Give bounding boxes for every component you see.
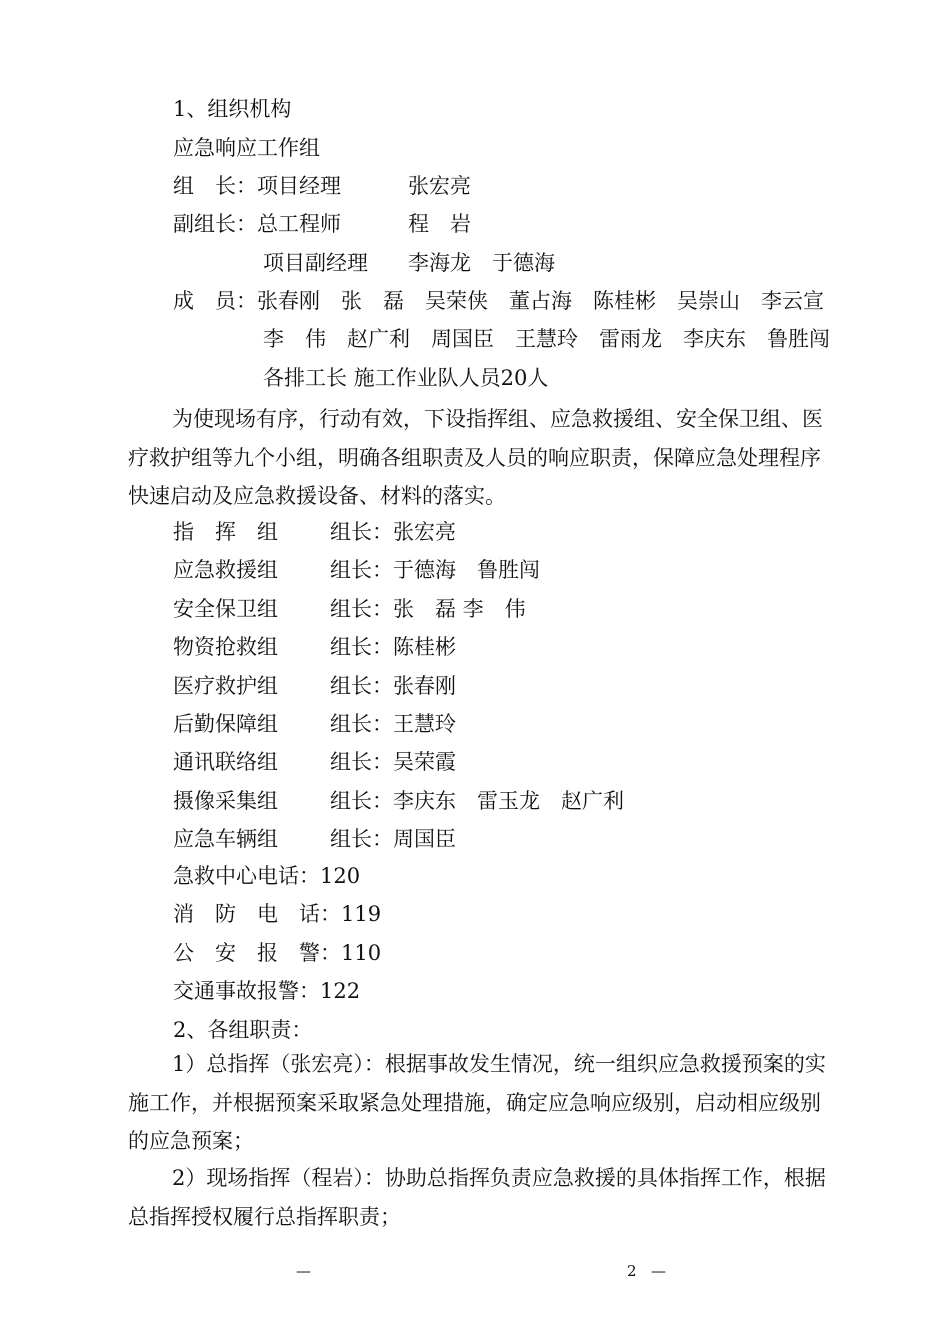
group-name: 通讯联络组 [173,750,278,775]
group-name: 应急救援组 [173,558,278,583]
duty-item-1 [128,1045,831,1161]
leader-role: 项目经理 [257,174,341,198]
leader-name: 张宏亮 [408,174,471,198]
group-name: 应急车辆组 [173,827,278,852]
group-leader: 组长：李庆东 雷玉龙 赵广利 [330,788,624,813]
group-leader: 组长：张宏亮 [330,520,456,544]
intro-paragraph [128,400,831,516]
deputy-row-1 [173,212,471,236]
duty-item-2-text: 2）现场指挥（程岩）：协助总指挥负责应急救援的具体指挥工作，根据总指挥授权履行总指挥职责； [128,1166,826,1229]
members-line-1: 张春刚 张 磊 吴荣侠 董占海 陈桂彬 吴崇山 李云宣 [257,289,824,313]
phone-label: 急救中心电话： [173,864,320,888]
group-title: 应急响应工作组 [173,136,320,160]
group-name: 物资抢救组 [173,635,278,660]
deputy-role-1: 总工程师 [257,212,341,236]
intro-paragraph-text: 为使现场有序，行动有效，下设指挥组、应急救援组、安全保卫组、医疗救护组等九个小组，明确各组职责及人员的响应职责，保障应急处理程序快速启动及应急救援设备、材料的落实。 [128,407,823,508]
phone-row [173,979,360,1003]
group-row [173,712,456,736]
group-leader: 组长：周国臣 [330,827,456,852]
phone-number: 120 [320,864,361,888]
duty-item-1-text: 1）总指挥（张宏亮）：根据事故发生情况，统一组织应急救援预案的实施工作，并根据预案采取紧急处理措施，确定应急响应级别，启动相应级别的应急预案； [128,1052,826,1153]
deputy-label: 副组长： [173,212,257,236]
group-leader: 组长：吴荣霞 [330,750,456,775]
footer-right-dash: — [651,1262,666,1280]
phone-label: 消 防 电 话： [173,902,341,927]
duty-item-2 [128,1159,831,1236]
group-leader: 组长：张 磊 李 伟 [330,596,526,621]
deputy-name-1: 程 岩 [408,212,471,236]
phone-number: 122 [320,979,361,1004]
footer-left-dash: — [296,1262,311,1280]
members-line-3: 各排工长 施工作业队人员20人 [263,366,549,390]
group-name: 摄像采集组 [173,788,278,813]
deputy-name-2: 李海龙 于德海 [408,251,555,275]
deputy-row-2 [263,251,555,275]
section-heading-org: 1、组织机构 [173,97,292,121]
members-label: 成 员： [173,289,257,313]
phone-label: 交通事故报警： [173,979,320,1004]
group-leader: 组长：王慧玲 [330,712,456,736]
group-name: 安全保卫组 [173,596,278,621]
members-line-2: 李 伟 赵广利 周国臣 王慧玲 雷雨龙 李庆东 鲁胜闯 [263,327,830,351]
members-row-1 [173,289,824,313]
page-number: 2 [627,1262,637,1280]
phone-number: 110 [341,940,382,965]
leader-row [173,174,471,198]
group-row [173,827,456,852]
group-row [173,673,456,698]
group-leader: 组长：于德海 鲁胜闯 [330,558,540,583]
phone-row [173,864,360,888]
group-name: 指 挥 组 [173,520,278,544]
phone-row [173,941,381,965]
group-row [173,635,456,660]
group-name: 后勤保障组 [173,712,278,736]
deputy-role-2: 项目副经理 [263,251,368,275]
group-row [173,788,624,813]
phone-number: 119 [341,902,382,927]
leader-label: 组 长： [173,174,257,198]
phone-label: 公 安 报 警： [173,940,341,965]
group-row [173,558,540,583]
group-leader: 组长：张春刚 [330,673,456,698]
group-name: 医疗救护组 [173,673,278,698]
group-row [173,750,456,775]
group-leader: 组长：陈桂彬 [330,635,456,660]
phone-row [173,902,381,926]
group-row [173,520,456,544]
section-heading-duties: 2、各组职责： [173,1018,313,1042]
group-row [173,596,526,621]
